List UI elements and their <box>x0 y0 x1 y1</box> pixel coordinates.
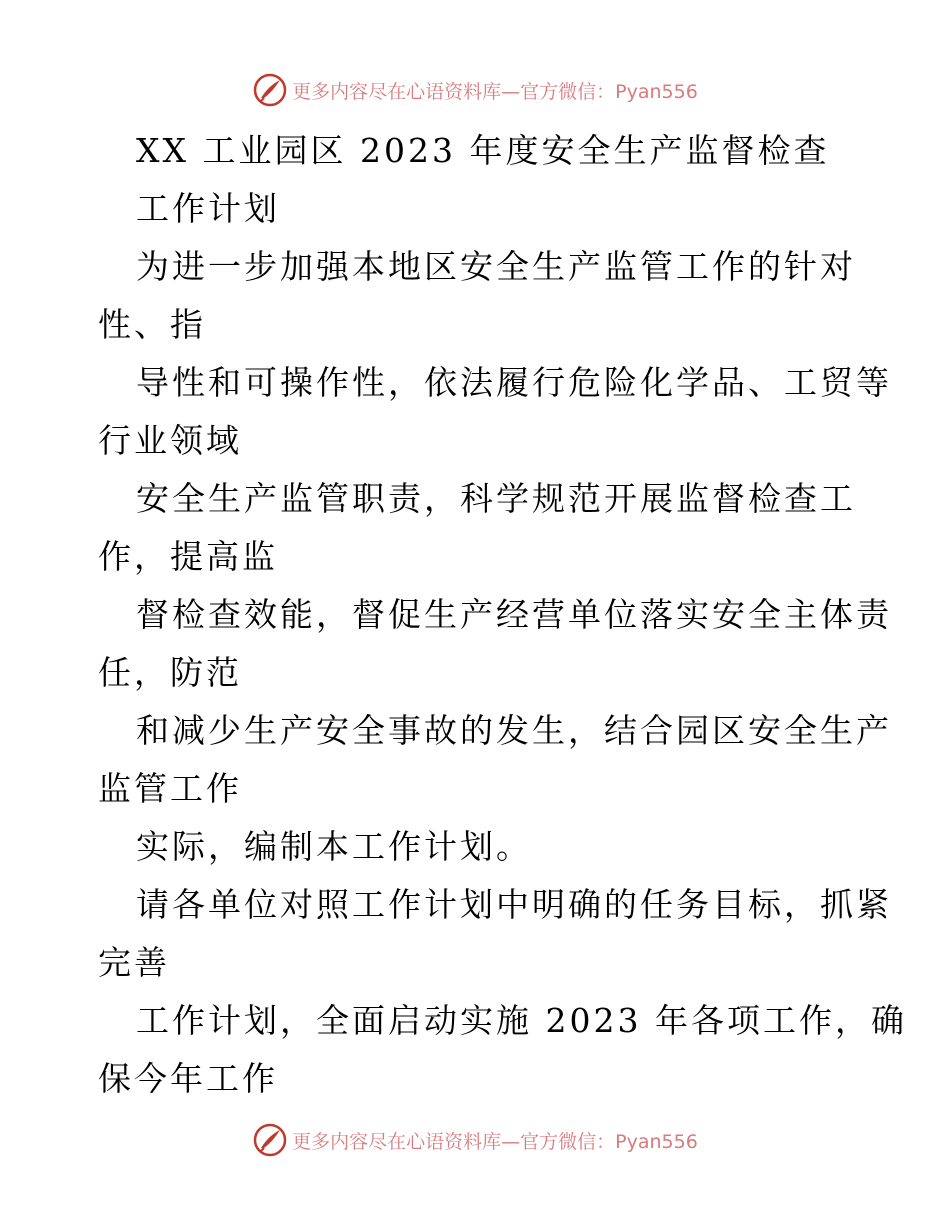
document-title-line: 工作计划 <box>136 189 280 228</box>
paragraph-line: 和减少生产安全事故的发生，结合园区安全生产 <box>136 711 892 750</box>
watermark-text: 更多内容尽在心语资料库—官方微信：Pyan556 <box>292 80 698 103</box>
paragraph-line: 为进一步加强本地区安全生产监管工作的针对 <box>136 247 856 286</box>
feather-pen-logo-icon <box>252 72 288 108</box>
paragraph-line: 实际，编制本工作计划。 <box>136 827 532 866</box>
footer-watermark-banner <box>0 1120 950 1160</box>
watermark-text: 更多内容尽在心语资料库—官方微信：Pyan556 <box>292 1130 698 1153</box>
paragraph-line: 导性和可操作性，依法履行危险化学品、工贸等 <box>136 363 892 402</box>
document-title-line: XX 工业园区 2023 年度安全生产监督检查 <box>136 131 830 170</box>
feather-pen-logo-icon <box>252 1122 288 1158</box>
paragraph-line: 工作计划，全面启动实施 2023 年各项工作，确 <box>136 1001 907 1040</box>
paragraph-line: 性、指 <box>98 305 206 344</box>
header-watermark-banner <box>0 70 950 110</box>
paragraph-line: 督检查效能，督促生产经营单位落实安全主体责 <box>136 595 892 634</box>
paragraph-line: 安全生产监管职责，科学规范开展监督检查工 <box>136 479 856 518</box>
paragraph-line: 监管工作 <box>98 769 242 808</box>
document-body <box>98 122 907 1108</box>
paragraph-line: 任，防范 <box>98 653 242 692</box>
paragraph-line: 作，提高监 <box>98 537 278 576</box>
paragraph-line: 行业领域 <box>98 421 242 460</box>
paragraph-line: 完善 <box>98 943 170 982</box>
paragraph-line: 保今年工作 <box>98 1059 278 1098</box>
paragraph-line: 请各单位对照工作计划中明确的任务目标，抓紧 <box>136 885 892 924</box>
